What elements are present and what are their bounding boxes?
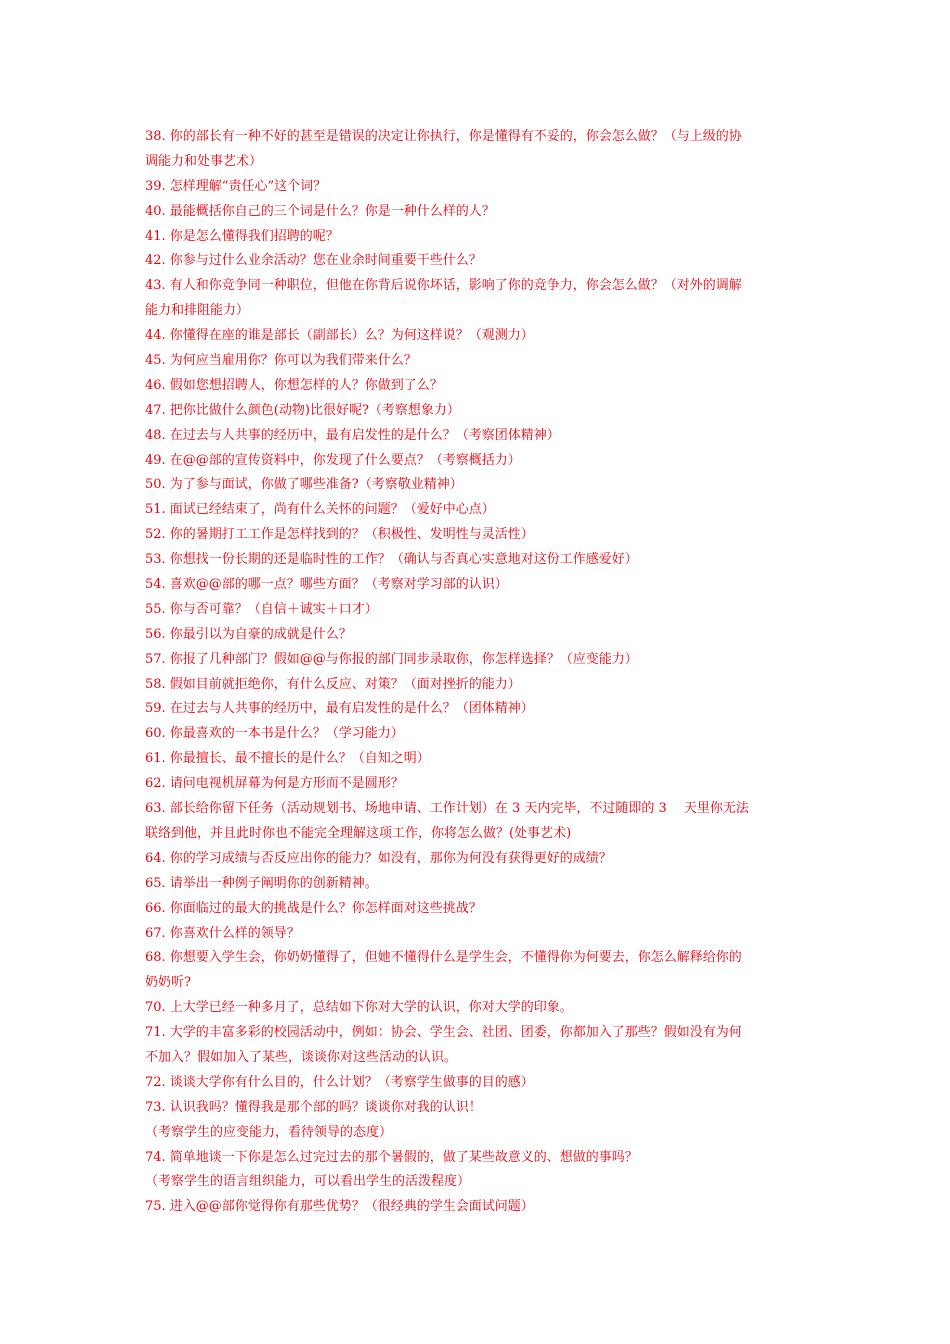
- text-line: 55. 你与否可靠？（自信＋诚实＋口才）: [145, 601, 378, 617]
- text-line: 调能力和处事艺术）: [145, 153, 263, 169]
- text-line: 73. 认识我吗？懂得我是那个部的吗？谈谈你对我的认识！: [145, 1099, 482, 1115]
- text-line: 56. 你最引以为自豪的成就是什么？: [145, 626, 352, 642]
- text-line: 46. 假如您想招聘人，你想怎样的人？你做到了么？: [145, 377, 443, 393]
- text-line: 68. 你想要入学生会，你奶奶懂得了，但她不懂得什么是学生会，不懂得你为何要去，你怎么解释给你的: [145, 950, 742, 966]
- text-line: 63. 部长给你留下任务（活动规划书、场地申请、工作计划）在 3 天内完毕，不过随即的 3 天里你无法: [145, 801, 749, 817]
- text-line: 75. 进入@@部你觉得你有那些优势？（很经典的学生会面试问题）: [145, 1199, 534, 1215]
- text-line: 50. 为了参与面试，你做了哪些准备?（考察敬业精神）: [145, 477, 463, 493]
- text-line: 61. 你最擅长、最不擅长的是什么？（自知之明）: [145, 751, 430, 767]
- text-line: 47. 把你比做什么颜色(动物)比很好呢?（考察想象力）: [145, 402, 460, 418]
- text-line: 74. 简单地谈一下你是怎么过完过去的那个暑假的，做了某些故意义的、想做的事吗？: [145, 1149, 638, 1165]
- text-line: 48. 在过去与人共事的经历中，最有启发性的是什么？（考察团体精神）: [145, 427, 560, 443]
- text-line: 54. 喜欢@@部的哪一点？哪些方面？（考察对学习部的认识）: [145, 577, 508, 593]
- text-line: 联络到他，并且此时你也不能完全理解这项工作，你将怎么做？(处事艺术): [145, 825, 572, 841]
- text-line: 53. 你想找一份长期的还是临时性的工作？（确认与否真心实意地对这份工作感爱好）: [145, 552, 638, 568]
- text-line: 40. 最能概括你自己的三个词是什么？你是一种什么样的人？: [145, 203, 495, 219]
- text-line: 能力和排阻能力）: [145, 303, 250, 319]
- text-line: 67. 你喜欢什么样的领导？: [145, 925, 300, 941]
- text-line: 42. 你参与过什么业余活动？您在业余时间重要干些什么？: [145, 253, 482, 269]
- text-line: 60. 你最喜欢的一本书是什么？（学习能力）: [145, 726, 404, 742]
- text-line: 44. 你懂得在座的谁是部长（副部长）么？为何这样说？（观测力）: [145, 328, 534, 344]
- text-line: 49. 在@@部的宣传资料中，你发现了什么要点？（考察概括力）: [145, 452, 521, 468]
- text-line: 66. 你面临过的最大的挑战是什么？你怎样面对这些挑战？: [145, 900, 482, 916]
- text-line: 58. 假如目前就拒绝你，有什么反应、对策？（面对挫折的能力）: [145, 676, 521, 692]
- question-list: [145, 125, 810, 1220]
- text-line: 52. 你的暑期打工工作是怎样找到的？（积极性、发明性与灵活性）: [145, 527, 534, 543]
- text-line: 39. 怎样理解“责任心”这个词？: [145, 178, 327, 194]
- text-line: 奶奶听?: [145, 975, 191, 991]
- text-line: 71. 大学的丰富多彩的校园活动中，例如：协会、学生会、社团、团委，你都加入了那些？假如没有为何: [145, 1025, 742, 1041]
- text-line: （考察学生的应变能力，看待领导的态度）: [145, 1124, 393, 1140]
- text-line: 72. 谈谈大学你有什么目的，什么计划？（考察学生做事的目的感）: [145, 1074, 534, 1090]
- text-line: 不加入？假如加入了某些，谈谈你对这些活动的认识。: [145, 1049, 458, 1065]
- text-line: 38. 你的部长有一种不好的甚至是错误的决定让你执行，你是懂得有不妥的，你会怎么做？（与上级的协: [145, 129, 742, 144]
- text-line: 57. 你报了几种部门？假如@@与你报的部门同步录取你，你怎样选择？（应变能力）: [145, 651, 638, 667]
- text-line: 41. 你是怎么懂得我们招聘的呢？: [145, 228, 339, 244]
- text-line: 45. 为何应当雇用你？你可以为我们带来什么？: [145, 353, 417, 369]
- text-line: 59. 在过去与人共事的经历中，最有启发性的是什么？（团体精神）: [145, 701, 534, 717]
- text-line: 65. 请举出一种例子阐明你的创新精神。: [145, 875, 378, 891]
- text-line: 64. 你的学习成绩与否反应出你的能力？如没有，那你为何没有获得更好的成绩？: [145, 850, 612, 866]
- text-line: 62. 请问电视机屏幕为何是方形而不是圆形？: [145, 776, 404, 792]
- text-line: 43. 有人和你竞争同一种职位，但他在你背后说你坏话，影响了你的竞争力，你会怎么做？（对外的调解: [145, 278, 742, 294]
- text-line: 70. 上大学已经一种多月了，总结如下你对大学的认识，你对大学的印象。: [145, 1000, 573, 1016]
- text-line: 51. 面试已经结束了，尚有什么关怀的问题？（爱好中心点）: [145, 502, 495, 518]
- text-line: （考察学生的语言组织能力，可以看出学生的活泼程度）: [145, 1174, 471, 1190]
